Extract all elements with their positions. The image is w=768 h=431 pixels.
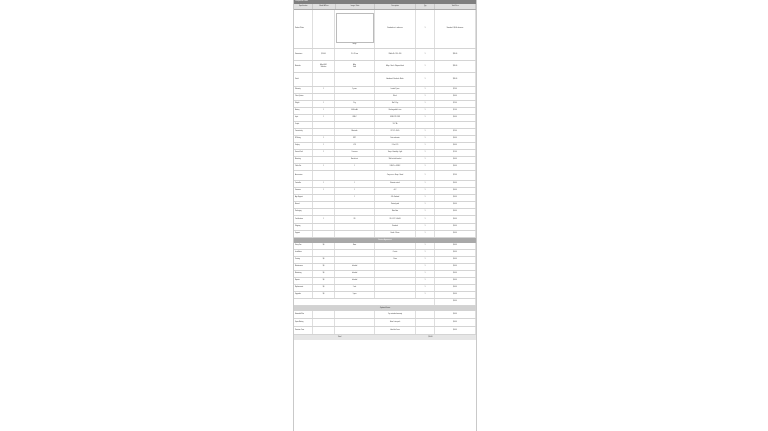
cell-note: 1 (335, 195, 375, 201)
cell-note: 3 sensors (335, 150, 375, 156)
cell-desc: 2.4 in LCD (375, 143, 416, 149)
cell-note: 2 years (335, 87, 375, 93)
cell-note (335, 202, 375, 208)
header-cell: Model A Price (313, 4, 335, 9)
cell-price (313, 224, 335, 230)
cell-qty: 1 (416, 181, 435, 187)
cell-total: $0.00 (435, 202, 476, 208)
subtotal-row (294, 299, 476, 306)
comparison-sheet (293, 0, 477, 431)
cell-name: Certifications (294, 216, 313, 223)
cell-qty: 1 (416, 94, 435, 100)
cell-desc (375, 243, 416, 249)
sheet-title: Comparison Table (294, 0, 476, 4)
cell-price: $0 (313, 271, 335, 277)
cell-qty: 1 (416, 216, 435, 223)
cell-price (313, 10, 335, 48)
cell-note (335, 231, 375, 237)
cell-desc: Printed guide (375, 202, 416, 208)
cell-total (435, 122, 476, 128)
table-row (294, 319, 476, 327)
cell-name: Firmware (294, 188, 313, 194)
cell-qty: 1 (416, 164, 435, 170)
cell-note: 1 (335, 188, 375, 194)
cell-note: LCD (335, 143, 375, 149)
table-row (294, 164, 476, 171)
cell-name: Training (294, 257, 313, 263)
cell-desc (375, 264, 416, 270)
cell-price (313, 171, 335, 180)
cell-desc (375, 271, 416, 277)
header-cell: Specification (294, 4, 313, 9)
cell-qty (416, 122, 435, 128)
cell-name: Setup Fee (294, 243, 313, 249)
table-row (294, 250, 476, 257)
cell-qty: 1 (416, 271, 435, 277)
cell-total: $2.00 (435, 129, 476, 135)
cell-price: 1 (313, 181, 335, 187)
section-band: Service Agreement (294, 238, 476, 243)
cell-qty: 1 (416, 129, 435, 135)
table-row (294, 188, 476, 195)
cell-price: $0 (313, 264, 335, 270)
cell-note (335, 209, 375, 215)
section-band: Optional Items (294, 306, 476, 311)
table-row (294, 171, 476, 181)
cell-name: Product Photo (294, 10, 313, 48)
cell-name: Mounting (294, 157, 313, 163)
cell-note (335, 94, 375, 100)
cell-total: $2.00 (435, 101, 476, 107)
table-row (294, 264, 476, 271)
table-row (294, 73, 476, 87)
table-row (294, 181, 476, 188)
cell-total: $0.00 (435, 231, 476, 237)
cell-total: $0.00 (435, 264, 476, 270)
cell-qty: 1 (416, 243, 435, 249)
cell-desc: USB-C PD 20W (375, 115, 416, 121)
cell-total: $0.00 (435, 143, 476, 149)
cell-name: Controller (294, 181, 313, 187)
cell-price (313, 157, 335, 163)
cell-note: 2 kg (335, 101, 375, 107)
cell-total: $0.00 (435, 188, 476, 194)
cell-note: 1 unit (335, 285, 375, 291)
table-row (294, 311, 476, 319)
cell-price (313, 250, 335, 256)
cell-name: Upgrades (294, 292, 313, 298)
cell-qty: 1 (416, 188, 435, 194)
cell-qty: 1 (416, 136, 435, 142)
table-row (294, 257, 476, 264)
cell-desc: v3.2 (375, 188, 416, 194)
cell-desc: Email • Phone (375, 231, 416, 237)
header-cell: Qty (416, 4, 435, 9)
cell-total: $19.00 (435, 61, 476, 72)
table-row (294, 101, 476, 108)
cell-name: Connectivity (294, 129, 313, 135)
cell-qty: 1 (416, 115, 435, 121)
table-row (294, 202, 476, 209)
cell-total: $0.00 (435, 257, 476, 263)
cell-desc: Standard unit • reference (375, 10, 416, 48)
cell-price: $19.00 (313, 49, 335, 60)
cell-note: None (335, 243, 375, 249)
cell-price: Alloy 6061 Stainless (313, 61, 335, 72)
cell-desc: Dust and water (375, 136, 416, 142)
cell-qty: 1 (416, 171, 435, 180)
cell-price: 1 (313, 101, 335, 107)
cell-total: $0.00 (435, 250, 476, 256)
cell-name: Finish (294, 73, 313, 86)
cell-qty: 1 (416, 195, 435, 201)
cell-price: 1 (313, 136, 335, 142)
cell-name: Monitoring (294, 271, 313, 277)
cell-total: $1.00 (435, 150, 476, 156)
cell-name: Spare Battery (294, 319, 313, 326)
cell-qty: 1 (416, 285, 435, 291)
cell-desc: Width 40 • 180 • 200 (375, 49, 416, 60)
cell-qty: 1 (416, 264, 435, 270)
table-row (294, 115, 476, 122)
cell-qty (416, 327, 435, 334)
cell-note: 1 (335, 181, 375, 187)
cell-qty: 1 (416, 143, 435, 149)
cell-qty: 1 (416, 101, 435, 107)
cell-total: $0.00 (435, 216, 476, 223)
cell-name: Repairs (294, 278, 313, 284)
cell-total: Standard • $0.00 reference (435, 10, 476, 48)
cell-total: $0.00 (435, 327, 476, 334)
cell-total: $0.00 (435, 224, 476, 230)
cell-desc: Limited 2 year (375, 87, 416, 93)
cell-total: $0.00 (435, 278, 476, 284)
cell-total: $0.00 (435, 136, 476, 142)
cell-desc: 3 yr extended warranty (375, 311, 416, 318)
cell-name: Warranty (294, 87, 313, 93)
table-row (294, 94, 476, 101)
cell-total: $0.00 (435, 94, 476, 100)
cell-price: $0 (313, 257, 335, 263)
cell-price (313, 73, 335, 86)
cell-note: Bluetooth (335, 129, 375, 135)
cell-name: Dimensions (294, 49, 313, 60)
cell-note: Included (335, 264, 375, 270)
cell-total: $0.00 (435, 311, 476, 318)
cell-total: $0.00 (435, 285, 476, 291)
cell-price: 1 (313, 216, 335, 223)
cell-qty: 1 (416, 87, 435, 93)
subtotal-value: $0.00 (435, 299, 476, 305)
table-row (294, 10, 476, 49)
product-image-placeholder (336, 13, 374, 43)
cell-note: Included (335, 271, 375, 277)
cell-price: $0 (313, 292, 335, 298)
cell-note: IP67 (335, 136, 375, 142)
cell-name: Color Options (294, 94, 313, 100)
cell-desc: Remote control (375, 181, 416, 187)
cell-total: $0.00 (435, 209, 476, 215)
cell-total: $0.00 (435, 271, 476, 277)
cell-qty: 1 (416, 10, 435, 48)
cell-total: $0.00 (435, 195, 476, 201)
cell-qty: 1 (416, 202, 435, 208)
header-cell: Image / Note (336, 4, 376, 9)
cell-desc: Temp • Humidity • Light (375, 150, 416, 156)
cell-name: Manual (294, 202, 313, 208)
cell-note (335, 257, 375, 263)
cell-price: 1 (313, 115, 335, 121)
table-row (294, 195, 476, 202)
cell-total: $0.00 (435, 292, 476, 298)
cell-desc (375, 285, 416, 291)
cell-price: 1 (313, 164, 335, 170)
header-cell: Total Price (435, 4, 476, 9)
table-row (294, 278, 476, 285)
cell-qty (416, 311, 435, 318)
cell-total: $19.00 (435, 49, 476, 60)
cell-name: Accessories (294, 171, 313, 180)
cell-total: $2.00 (435, 171, 476, 180)
cell-price (313, 209, 335, 215)
table-row (294, 231, 476, 238)
cell-total: $0.00 (435, 181, 476, 187)
total-label: Total (337, 337, 342, 338)
table-row (294, 209, 476, 216)
cell-qty: 1 (416, 209, 435, 215)
cell-desc: CE • FCC • RoHS (375, 216, 416, 223)
cell-qty: 1 (416, 157, 435, 163)
cell-price: $0 (313, 243, 335, 249)
cell-desc: 5V / 3A (375, 122, 416, 128)
cell-price: $0 (313, 278, 335, 284)
cell-desc: Carry case • Strap • Stand (375, 171, 416, 180)
cell-name: Cable Set (294, 164, 313, 170)
cell-note: 1 (335, 164, 375, 170)
cell-name: Display (294, 143, 313, 149)
cell-price (313, 122, 335, 128)
table-row (294, 327, 476, 335)
cell-name: Installation (294, 250, 313, 256)
cell-name: Output (294, 122, 313, 128)
cell-desc: Rechargeable Li-ion (375, 108, 416, 114)
table-row (294, 243, 476, 250)
cell-note (335, 250, 375, 256)
cell-note: 1 year (335, 292, 375, 298)
cell-price (313, 195, 335, 201)
header-cell: Description (375, 4, 416, 9)
cell-note (335, 327, 375, 334)
table-row (294, 136, 476, 143)
cell-desc: USB-C to USB-C (375, 164, 416, 170)
cell-price: 1 (313, 150, 335, 156)
cell-total: $0.00 (435, 115, 476, 121)
cell-note (335, 171, 375, 180)
table-row (294, 143, 476, 150)
cell-note: Included (335, 278, 375, 284)
cell-desc (375, 278, 416, 284)
cell-total: $2.00 (435, 87, 476, 93)
cell-note (335, 224, 375, 230)
cell-total: $0.00 (435, 319, 476, 326)
table-row (294, 292, 476, 299)
cell-note: Bracket set (335, 157, 375, 163)
cell-desc: Wall or desk bracket (375, 157, 416, 163)
cell-price (313, 311, 335, 318)
cell-desc: Retail box (375, 209, 416, 215)
cell-qty: 1 (416, 292, 435, 298)
cell-desc: Black (375, 94, 416, 100)
cell-qty: 1 (416, 73, 435, 86)
cell-name: Battery (294, 108, 313, 114)
cell-qty: 1 (416, 61, 435, 72)
cell-desc: 1 hour (375, 257, 416, 263)
cell-desc: iOS • Android (375, 195, 416, 201)
table-row (294, 129, 476, 136)
cell-price: 1 (313, 108, 335, 114)
cell-name: IP Rating (294, 136, 313, 142)
cell-note (335, 311, 375, 318)
cell-qty: 1 (416, 49, 435, 60)
cell-desc: On-site (375, 250, 416, 256)
cell-desc (375, 292, 416, 298)
table-body (294, 10, 476, 335)
total-value: $0.00 (428, 337, 433, 338)
cell-total: $0.00 (435, 164, 476, 170)
cell-name: Weight (294, 101, 313, 107)
cell-note: Alloy Steel (335, 61, 375, 72)
cell-name: Support (294, 231, 313, 237)
table-row (294, 216, 476, 224)
cell-price (313, 319, 335, 326)
cell-name: Shipping (294, 224, 313, 230)
table-row (294, 224, 476, 231)
cell-total: $1.00 (435, 108, 476, 114)
cell-price (313, 327, 335, 334)
cell-qty: 1 (416, 250, 435, 256)
cell-note (335, 10, 375, 48)
cell-total: $19.00 (435, 73, 476, 86)
cell-total: $0.00 (435, 157, 476, 163)
cell-total: $0.00 (435, 243, 476, 249)
subtotal-spacer (294, 299, 435, 305)
cell-note: USB-C (335, 115, 375, 121)
cell-name: Replacement (294, 285, 313, 291)
cell-price (313, 94, 335, 100)
cell-note: 19 • 22 mm (335, 49, 375, 60)
cell-name: Extended Plan (294, 311, 313, 318)
cell-name: Sensor Pack (294, 150, 313, 156)
total-row (294, 335, 476, 340)
table-row (294, 122, 476, 129)
cell-price (313, 129, 335, 135)
table-row (294, 285, 476, 292)
cell-desc: Anodized • Brushed • Matte (375, 73, 416, 86)
cell-note: CE (335, 216, 375, 223)
cell-name: App Support (294, 195, 313, 201)
cell-desc: Standard (375, 224, 416, 230)
cell-name: Packaging (294, 209, 313, 215)
table-row (294, 49, 476, 61)
cell-price (313, 231, 335, 237)
cell-price: 1 (313, 143, 335, 149)
cell-desc: Extra Li-ion pack (375, 319, 416, 326)
table-row (294, 87, 476, 94)
cell-name: Maintenance (294, 264, 313, 270)
image-caption: image (352, 44, 357, 46)
cell-price: 1 (313, 87, 335, 93)
table-row (294, 150, 476, 157)
cell-qty: 1 (416, 231, 435, 237)
cell-desc: BT 5.2 • Wi-Fi (375, 129, 416, 135)
cell-desc: Net 2.0 kg (375, 101, 416, 107)
cell-note: 4000 mAh (335, 108, 375, 114)
cell-qty: 1 (416, 257, 435, 263)
cell-qty (416, 319, 435, 326)
cell-note (335, 73, 375, 86)
cell-price: 1 (313, 188, 335, 194)
cell-qty: 1 (416, 108, 435, 114)
cell-desc: Alloy • Steel • Polymer blend (375, 61, 416, 72)
cell-qty: 1 (416, 224, 435, 230)
cell-note (335, 319, 375, 326)
cell-note (335, 122, 375, 128)
cell-name: Input (294, 115, 313, 121)
cell-price: $0 (313, 285, 335, 291)
cell-qty: 1 (416, 150, 435, 156)
table-row (294, 108, 476, 115)
cell-name: Materials (294, 61, 313, 72)
cell-desc: Hard shell case (375, 327, 416, 334)
table-row (294, 61, 476, 73)
table-row (294, 271, 476, 278)
cell-name: Premium Case (294, 327, 313, 334)
cell-qty: 1 (416, 278, 435, 284)
table-row (294, 157, 476, 164)
cell-price (313, 202, 335, 208)
